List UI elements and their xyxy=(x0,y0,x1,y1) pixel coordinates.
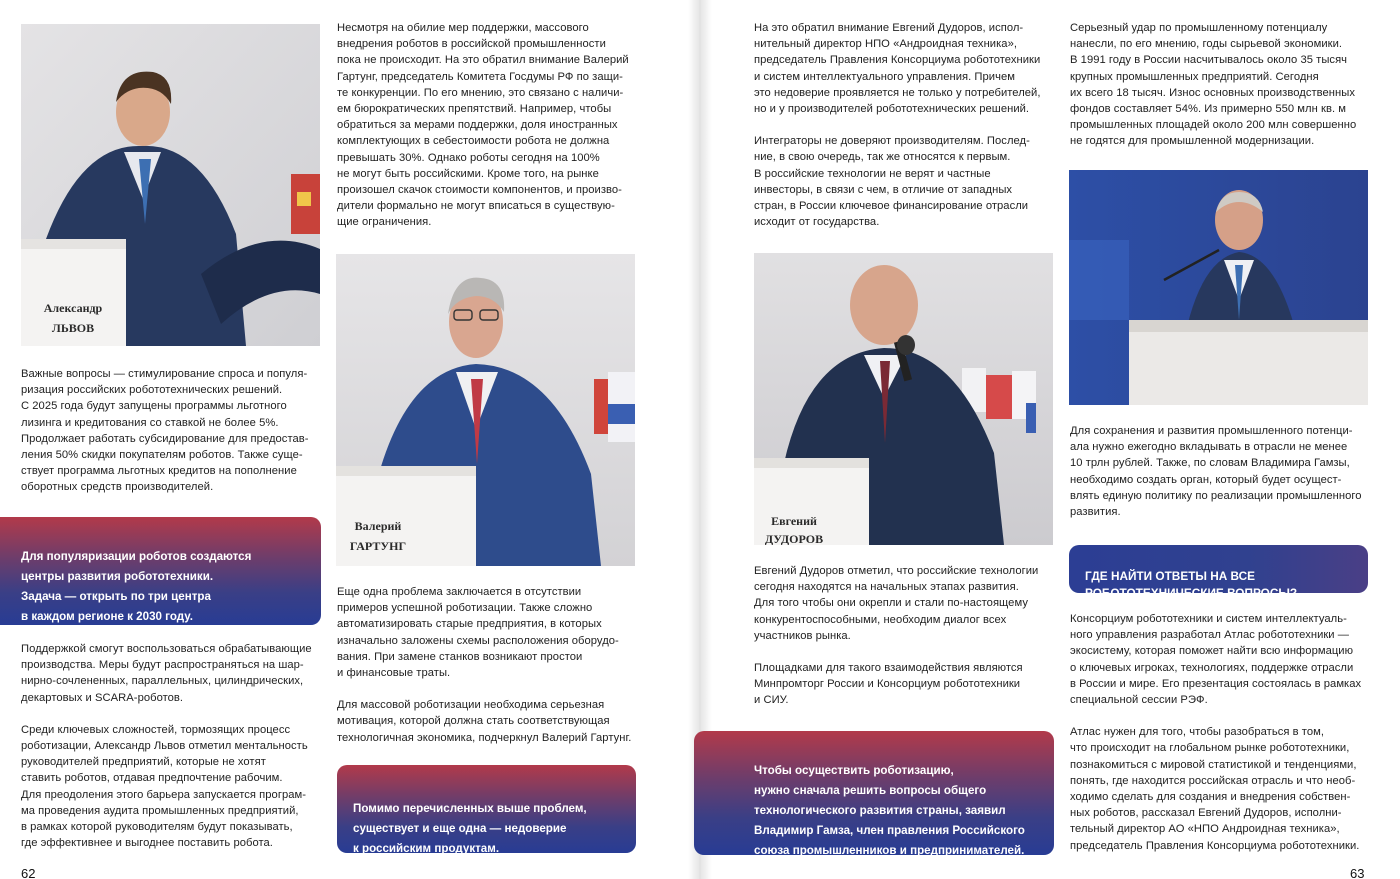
nameplate-text: Александр xyxy=(43,301,103,315)
body-paragraph: Площадками для такого взаимодействия являются Минпромторг России и Консорциум робототехники и СИУ. xyxy=(754,662,1023,707)
body-paragraph: Поддержкой смогут воспользоваться обрабатывающие производства. Меры будут распространяться на шар- нирно-сочлененных, параллельных, цилиндрических, декартовых и SCARA-роботов. xyxy=(21,643,312,704)
body-paragraph: Интеграторы не доверяют производителям. Послед- ние, в свою очередь, так же относятся к первым. В российские технологии не верят и частные инвесторы, в связи с чем, в отличие от западных стран, в России ключевое финансирование отрасли исходит от государства. xyxy=(754,135,1030,229)
nameplate-text: Валерий xyxy=(354,519,402,533)
body-paragraph: Серьезный удар по промышленному потенциалу нанесли, по его мнению, годы сырьевой экономики. В 1991 году в России насчитывалось около 35 тысяч крупных промышленных предприятий. Сегодня их всего 18 тысяч. Износ основных производственных фондов составляет 54%. Из примерно 550 млн кв. м промышленных площадей около 200 млн совершенно не годятся для промышленной модернизации. xyxy=(1070,22,1357,148)
page-number: 62 xyxy=(21,866,36,879)
section-heading xyxy=(1069,545,1368,600)
nameplate-text: ЛЬВОВ xyxy=(51,321,95,335)
body-paragraph: Консорциум робототехники и систем интеллектуаль- ного управления разработал Атлас робототехники — экосистему, которая поможет найти всю информацию о ключевых игроках, технологиях, поддержке отрасли в России и мире. Его презентация состоялась в рамках специальной сессии РЭФ. xyxy=(1070,613,1362,707)
body-paragraph: На это обратил внимание Евгений Дудоров, испол- нительный директор НПО «Андроидная техника», председатель Правления Консорциума робототехники и систем интеллектуального управления. Причем это недоверие проявляется не только у потребителей, но и у производителей робототехнических решений. xyxy=(754,22,1041,116)
speaker-gamza-photo xyxy=(1069,170,1368,405)
pull-quote-text: Чтобы осуществить роботизацию, нужно сначала решить вопросы общего технологического развития страны, заявил Владимир Гамза, член правления Российского союза промышленников и предпринимателей. xyxy=(754,764,1025,857)
section-heading-text: ГДЕ НАЙТИ ОТВЕТЫ НА ВСЕ РОБОТОТЕХНИЧЕСКИЕ ВОПРОСЫ? xyxy=(1085,569,1298,600)
body-paragraph: Важные вопросы — стимулирование спроса и популя- ризация российских робототехнических решений. С 2025 года будут запущены программы льготного лизинга и кредитования со ставкой не более 5%. Продолжает работать субсидирование для предостав- ления 50% скидки покупателям роботов. Также суще- ствует программа льготных кредитов на пополнение оборотных средств производителей. xyxy=(21,368,309,494)
pull-quote-text: Для популяризации роботов создаются центры развития робототехники. Задача — открыть по три центра в каждом регионе к 2030 году. xyxy=(21,550,252,623)
body-paragraph: Еще одна проблема заключается в отсутствии примеров успешной роботизации. Также сложно автоматизировать старые предприятия, в которых изначально заложены схемы расположения оборудо- вания. При замене станков возникают простои и финансовые траты. xyxy=(337,586,619,680)
speaker-gartung-photo xyxy=(336,254,635,566)
body-paragraph: Среди ключевых сложностей, тормозящих процесс роботизации, Александр Львов отметил ментальность руководителей предприятий, которые не хотят ставить роботов, отдавая предпочтение рабочим. Для преодоления этого барьера запускается програм- ма проведения аудита промышленных предприятий, в рамках которой руководителям будут показывать, где эффективнее и выгоднее поставить робота. xyxy=(21,723,308,850)
pull-quote xyxy=(0,517,321,625)
pull-quote-text: Помимо перечисленных выше проблем, существует и еще одна — недоверие к российским продуктам. xyxy=(353,802,587,855)
body-paragraph: Несмотря на обилие мер поддержки, массового внедрения роботов в российской промышленности пока не происходит. На это обратил внимание Валерий Гартунг, председатель Комитета Госдумы РФ по защи- те конкуренции. По его мнению, это связано с наличи- ем бюрократических препятствий. Например, чтобы обратиться за мерами поддержки, доля иностранных комплектующих в себестоимости робота не должна превышать 30%. Однако роботы сегодня на 100% не могут быть российскими. Кроме того, на рынке произошел скачок стоимости компонентов, и произво- дители формально не могут вписаться в существую- щие ограничения. xyxy=(337,22,629,229)
speaker-lvov-photo xyxy=(21,24,320,346)
pull-quote xyxy=(694,731,1054,855)
page-number: 63 xyxy=(1350,866,1365,879)
body-paragraph: Для сохранения и развития промышленного потенци- ала нужно ежегодно вкладывать в отрасли не менее 10 трлн рублей. Также, по словам Владимира Гамзы, необходимо создать орган, который будет осущест- влять единую политику по реализации промышленного развития. xyxy=(1070,425,1362,519)
nameplate-text: ГАРТУНГ xyxy=(349,539,407,553)
body-paragraph: Евгений Дудоров отметил, что российские технологии сегодня находятся на начальных этапах развития. Для того чтобы они окрепли и стали по-настоящему конкурентоспособными, необходим диалог всех участников рынка. xyxy=(754,565,1039,642)
body-paragraph: Для массовой роботизации необходима серьезная мотивация, которой должна стать соответствующая технологичная экономика, подчеркнул Валерий Гартунг. xyxy=(337,699,632,744)
body-paragraph: Атлас нужен для того, чтобы разобраться в том, что происходит на глобальном рынке робототехники, познакомиться с мировой статистикой и тенденциями, понять, где находится российская отрасль и что необ- ходимо сделать для создания и внедрения собствен- ных роботов, рассказал Евгений Дудоров, исполни- тельный директор АО «НПО Андроидная техника», председатель Правления Консорциума робототехники. xyxy=(1070,726,1360,852)
nameplate-text: Евгений xyxy=(771,514,817,528)
nameplate-text: ДУДОРОВ xyxy=(764,532,824,545)
speaker-dudorov-photo xyxy=(754,253,1053,545)
pull-quote xyxy=(337,765,636,853)
